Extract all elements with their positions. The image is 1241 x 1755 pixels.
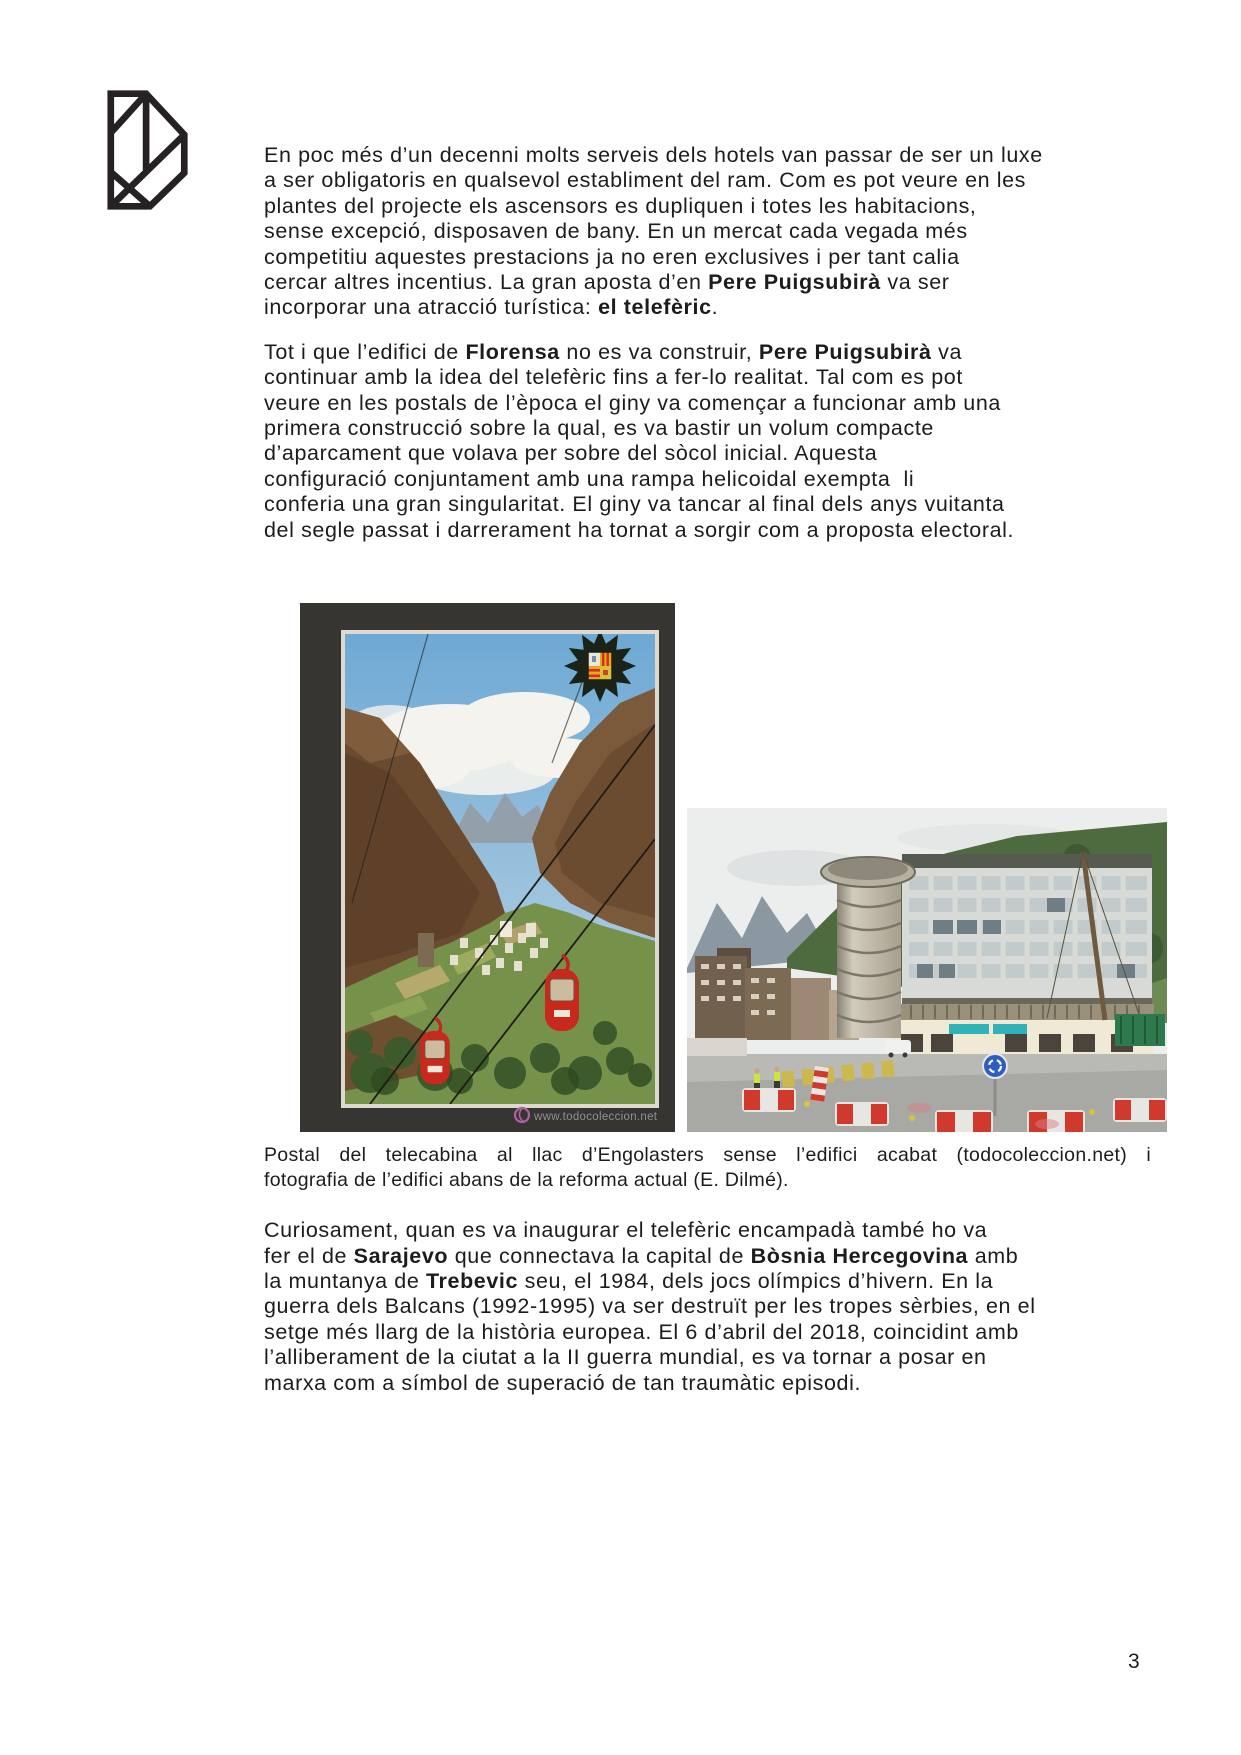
todocoleccion-watermark [515,1108,658,1123]
paragraph-1: En poc més d’un decenni molts serveis dels hotels van passar de ser un luxe a ser obligatoris en qualsevol establiment del ram. Com es pot veure en les plantes del projecte els ascensors es dupliquen i totes les habitacions, sense excepció, disposaven de bany. En un mercat cada vegada més competitiu aquestes prestacions ja no eren exclusives i per tant calia cercar altres incentius. La gran aposta d’en Pere Puigsubirà va ser incorporar una atracció turística: el telefèric. [264,143,1043,320]
svg-text:www.todocoleccion.net: www.todocoleccion.net [534,1111,658,1124]
paragraph-2: Tot i que l’edifici de Florensa no es va construir, Pere Puigsubirà va continuar amb la idea del telefèric fins a fer-lo realitat. Tal com es pot veure en les postals de l’època el giny va començar a funcionar amb una primera construcció sobre la qual, es va bastir un volum compacte d’aparcament que volava per sobre del sòcol inicial. Aquesta configuració conjuntament amb una rampa helicoidal exempta li conferia una gran singularitat. El giny va tancar al final dels anys vuitanta del segle passat i darrerament ha tornat a sorgir com a proposta electoral. [264,339,1015,542]
paragraph-3: Curiosament, quan es va inaugurar el telefèric encampadà també ho va fer el de Sarajevo que connectava la capital de Bòsnia Hercegovina amb la muntanya de Trebevic seu, el 1984, dels jocs olímpics d’hivern. En la guerra dels Balcans (1992-1995) va ser destruït per les tropes sèrbies, en el setge més llarg de la història europea. El 6 d’abril del 2018, coincidint amb l’alliberament de la ciutat a la II guerra mundial, es va tornar a posar en marxa com a símbol de superació de tan traumàtic episodi. [264,1218,1036,1395]
dilme-logo-icon [104,87,192,213]
figure-row [264,603,1164,1133]
text-column [264,143,1164,1415]
postcard-telecabina-image [300,603,675,1132]
figure-caption: Postal del telecabina al llac d’Engolasters sense l’edifici acabat (todocoleccion.net) i fotografia de l’edifici abans de la reforma actual (E. Dilmé). [264,1144,1151,1192]
page-number: 3 [1128,1650,1140,1673]
building-photo-image [687,808,1167,1132]
storefront-sign [949,1024,989,1034]
